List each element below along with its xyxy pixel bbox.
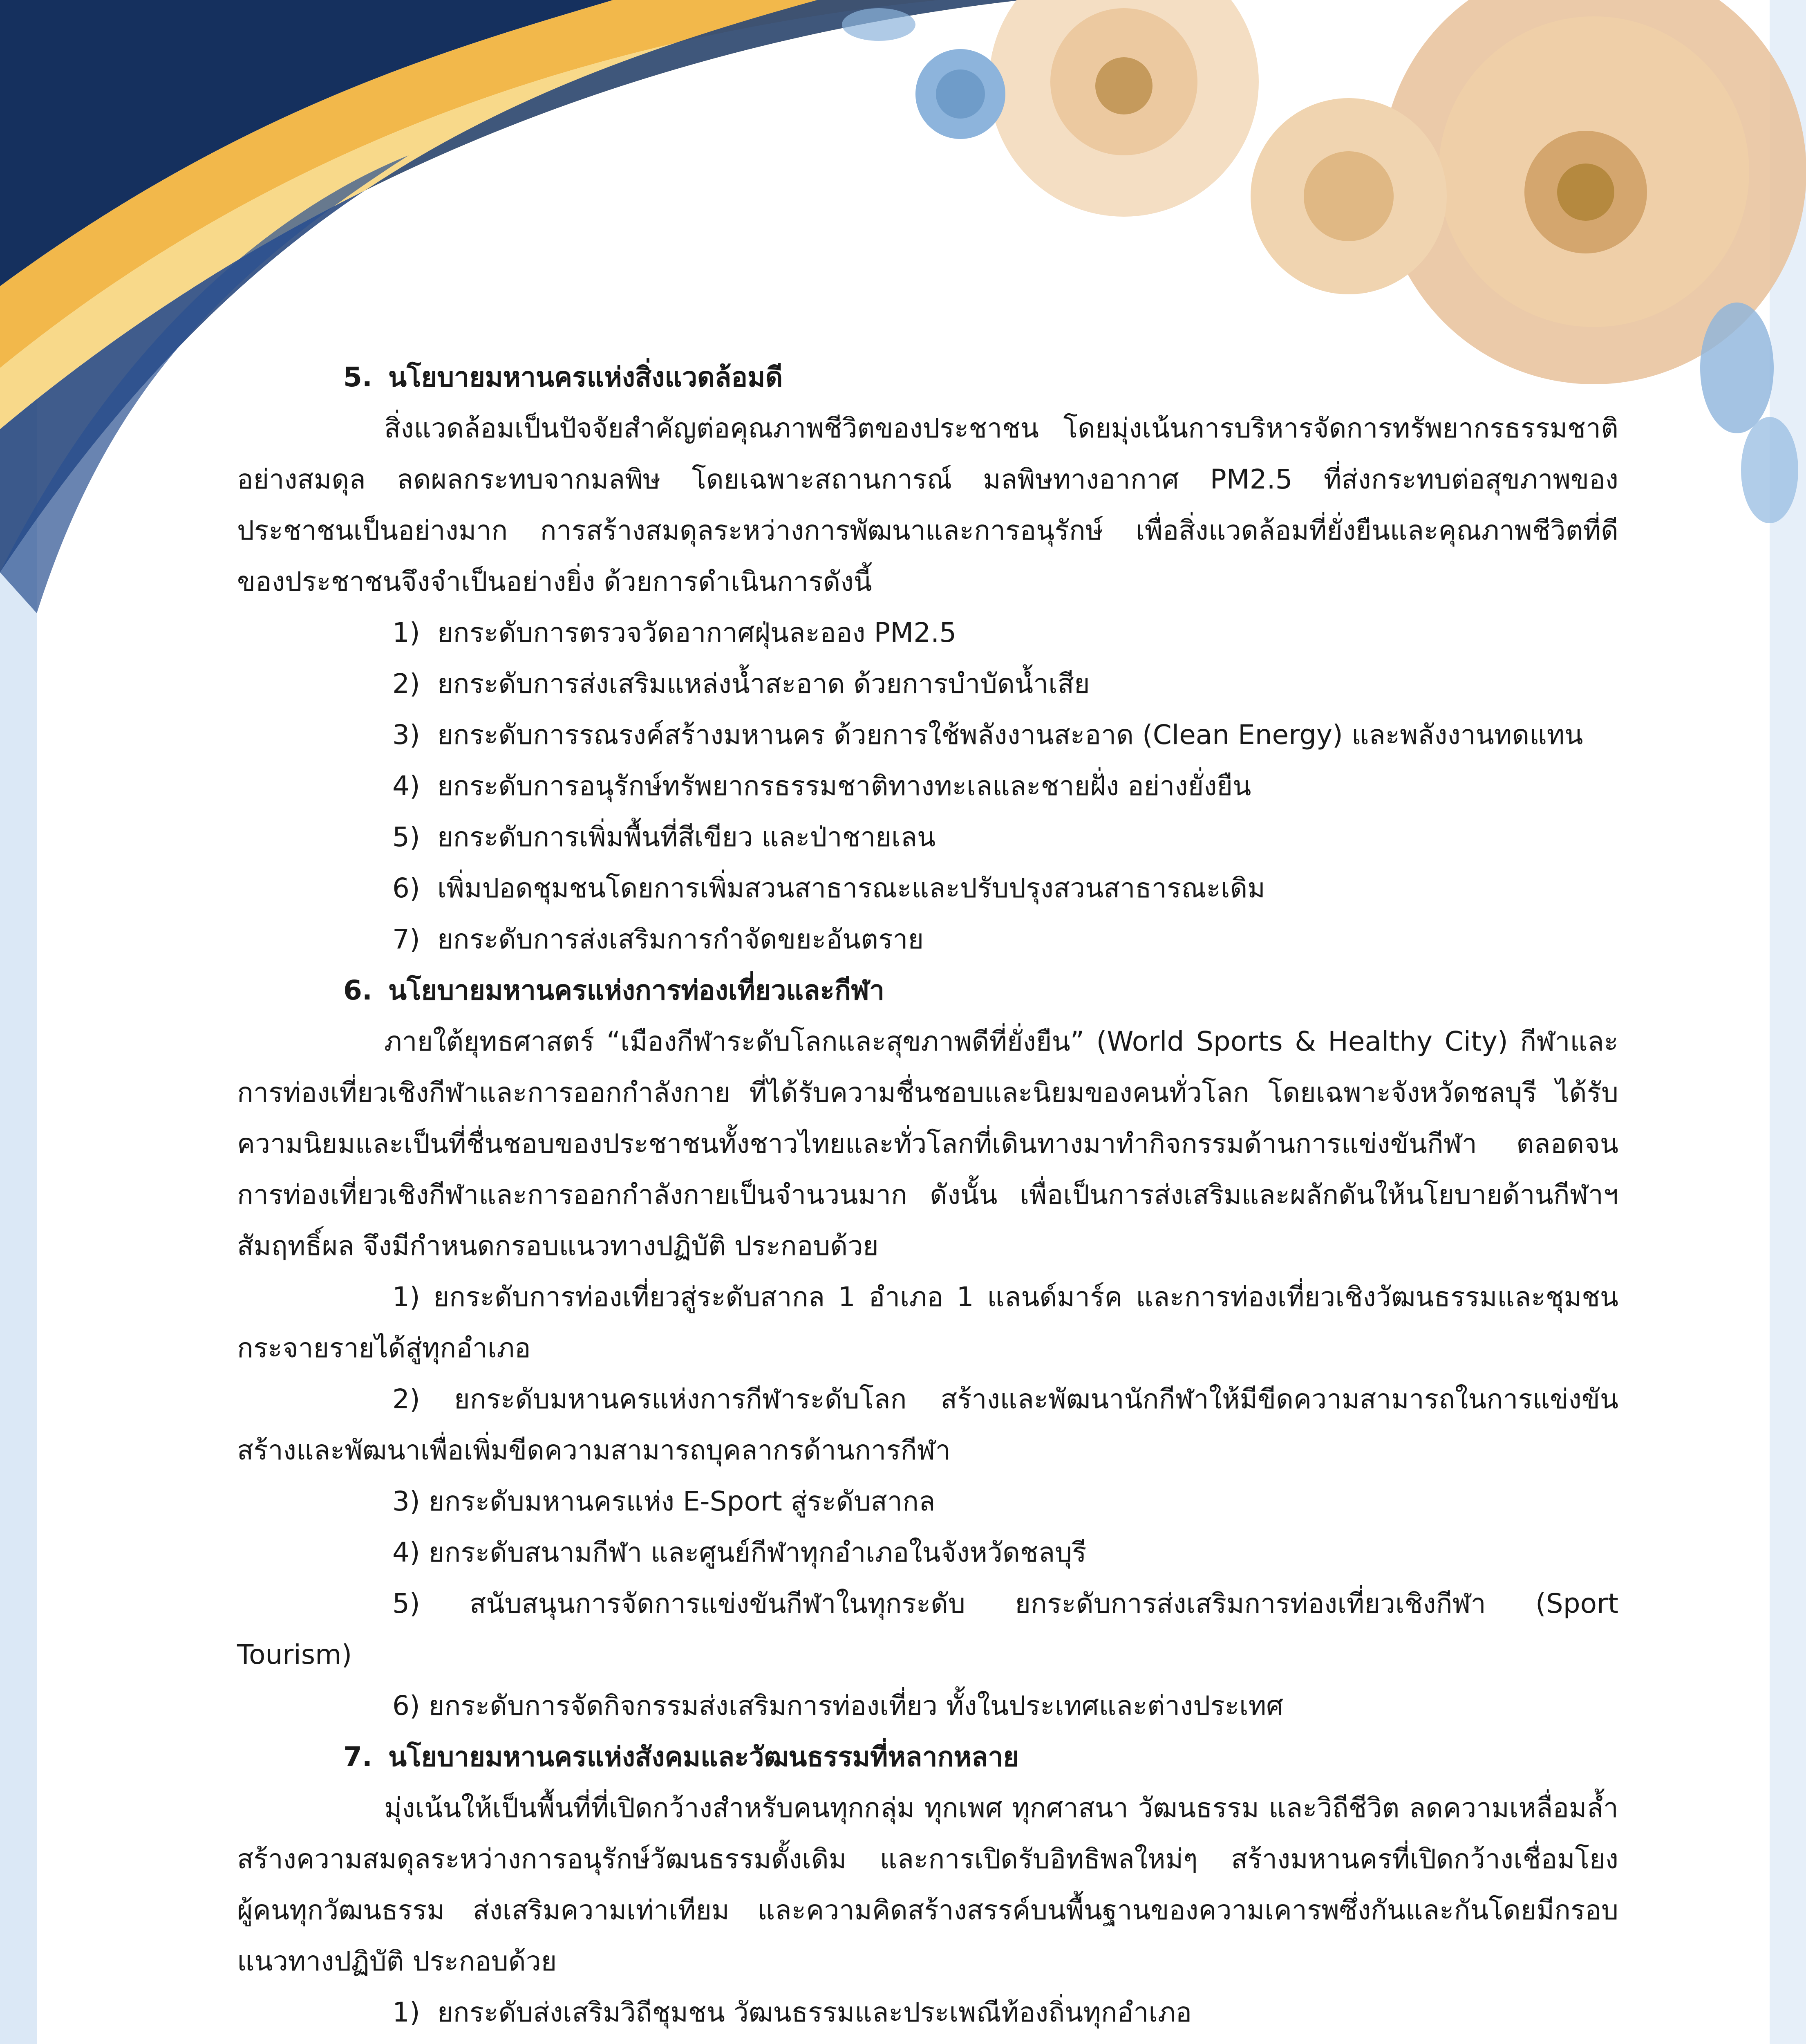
list-item: 2) ยกระดับมหานครแห่งการกีฬาระดับโลก สร้างและพัฒนานักกีฬาให้มีขีดความสามารถในการแข่งขันสร้างและพัฒนาเพื่อเพิ่มขีดความสามารถบุคลากรด้านการกีฬา	[237, 1383, 1618, 1466]
list-item: 5) สนับสนุนการจัดการแข่งขันกีฬาในทุกระดับ ยกระดับการส่งเสริมการท่องเที่ยวเชิงกีฬา (Sport Tourism)	[237, 1588, 1618, 1670]
section-intro: มุ่งเน้นให้เป็นพื้นที่ที่เปิดกว้างสำหรับคนทุกกลุ่ม ทุกเพศ ทุกศาสนา วัฒนธรรม และวิถีชีวิต ลดความเหลื่อมล้ำ สร้างความสมดุลระหว่างการอนุรักษ์วัฒนธรรมดั้งเดิม และการเปิดรับอิทธิพลใหม่ๆ สร้างมหานครที่เปิดกว้างเชื่อมโยงผู้คนทุกวัฒนธรรม ส่งเสริมความเท่าเทียม และความคิดสร้างสรรค์บนพื้นฐานของความเคารพซึ่งกันและกันโดยมีกรอบแนวทางปฏิบัติ ประกอบด้วย	[237, 1792, 1618, 1977]
section-intro: ภายใต้ยุทธศาสตร์ “เมืองกีฬาระดับโลกและสุขภาพดีที่ยั่งยืน” (World Sports & Healthy City) กีฬาและการท่องเที่ยวเชิงกีฬาและการออกกำลังกาย ที่ได้รับความชื่นชอบและนิยมของคนทั่วโลก โดยเฉพาะจังหวัดชลบุรี ได้รับความนิยมและเป็นที่ชื่นชอบของประชาชนทั้งชาวไทยและทั่วโลกที่เดินทางมาทำกิจกรรมด้านการแข่งขันกีฬา ตลอดจนการท่องเที่ยวเชิงกีฬาและการออกกำลังกายเป็นจำนวนมาก ดังนั้น เพื่อเป็นการส่งเสริมและผลักดันให้นโยบายด้านกีฬาฯ สัมฤทธิ์ผล จึงมีกำหนดกรอบแนวทางปฏิบัติ ประกอบด้วย	[237, 1026, 1618, 1262]
section-heading: นโยบายมหานครแห่งสิ่งแวดล้อมดี	[388, 361, 783, 393]
section-title	[237, 352, 1618, 403]
right-border-strip	[1770, 0, 1806, 2044]
section-title	[237, 965, 1618, 1016]
section-heading: นโยบายมหานครแห่งสังคมและวัฒนธรรมที่หลากหลาย	[388, 1741, 1019, 1773]
section-5	[237, 352, 1618, 965]
section-intro: สิ่งแวดล้อมเป็นปัจจัยสำคัญต่อคุณภาพชีวิตของประชาชน โดยมุ่งเน้นการบริหารจัดการทรัพยากรธรรมชาติอย่างสมดุล ลดผลกระทบจากมลพิษ โดยเฉพาะสถานการณ์ มลพิษทางอากาศ PM2.5 ที่ส่งกระทบต่อสุขภาพของประชาชนเป็นอย่างมาก การสร้างสมดุลระหว่างการพัฒนาและการอนุรักษ์ เพื่อสิ่งแวดล้อมที่ยั่งยืนและคุณภาพชีวิตที่ดีของประชาชนจึงจำเป็นอย่างยิ่ง ด้วยการดำเนินการดังนี้	[237, 412, 1618, 597]
item-list	[237, 1271, 1618, 1731]
list-item: 4) ยกระดับสนามกีฬา และศูนย์กีฬาทุกอำเภอในจังหวัดชลบุรี	[392, 1537, 1087, 1568]
item-list	[237, 1987, 1618, 2044]
list-item: 5) ยกระดับการเพิ่มพื้นที่สีเขียว และป่าชายเลน	[392, 821, 936, 853]
list-item: 1) ยกระดับส่งเสริมวิถีชุมชน วัฒนธรรมและประเพณีท้องถิ่นทุกอำเภอ	[392, 1997, 1192, 2028]
section-number: 6.	[343, 975, 372, 1006]
list-item: 6) ยกระดับการจัดกิจกรรมส่งเสริมการท่องเที่ยว ทั้งในประเทศและต่างประเทศ	[392, 1690, 1284, 1721]
section-number: 7.	[343, 1741, 372, 1773]
section-6	[237, 965, 1618, 1731]
list-item	[237, 2038, 1618, 2044]
list-item: 1) ยกระดับการตรวจวัดอากาศฝุ่นละออง PM2.5	[392, 617, 957, 648]
item-list	[237, 607, 1618, 965]
list-item: 6) เพิ่มปอดชุมชนโดยการเพิ่มสวนสาธารณะและปรับปรุงสวนสาธารณะเดิม	[392, 872, 1265, 904]
list-item: 4) ยกระดับการอนุรักษ์ทรัพยากรธรรมชาติทางทะเลและชายฝั่ง อย่างยั่งยืน	[392, 770, 1251, 802]
section-7	[237, 1731, 1618, 2044]
list-item: 2) ยกระดับการส่งเสริมแหล่งน้ำสะอาด ด้วยการบำบัดน้ำเสีย	[392, 668, 1090, 699]
section-number: 5.	[343, 361, 372, 393]
list-item: 3) ยกระดับมหานครแห่ง E-Sport สู่ระดับสากล	[392, 1486, 935, 1517]
list-item: 1) ยกระดับการท่องเที่ยวสู่ระดับสากล 1 อำเภอ 1 แลนด์มาร์ค และการท่องเที่ยวเชิงวัฒนธรรมและชุมชนกระจายรายได้สู่ทุกอำเภอ	[237, 1281, 1618, 1364]
list-item: 7) ยกระดับการส่งเสริมการกำจัดขยะอันตราย	[392, 923, 924, 955]
list-item: 3) ยกระดับการรณรงค์สร้างมหานคร ด้วยการใช้พลังงานสะอาด (Clean Energy) และพลังงานทดแทน	[392, 719, 1583, 751]
section-title	[237, 1731, 1618, 1782]
document-body	[237, 352, 1618, 2044]
section-heading: นโยบายมหานครแห่งการท่องเที่ยวและกีฬา	[388, 975, 885, 1006]
